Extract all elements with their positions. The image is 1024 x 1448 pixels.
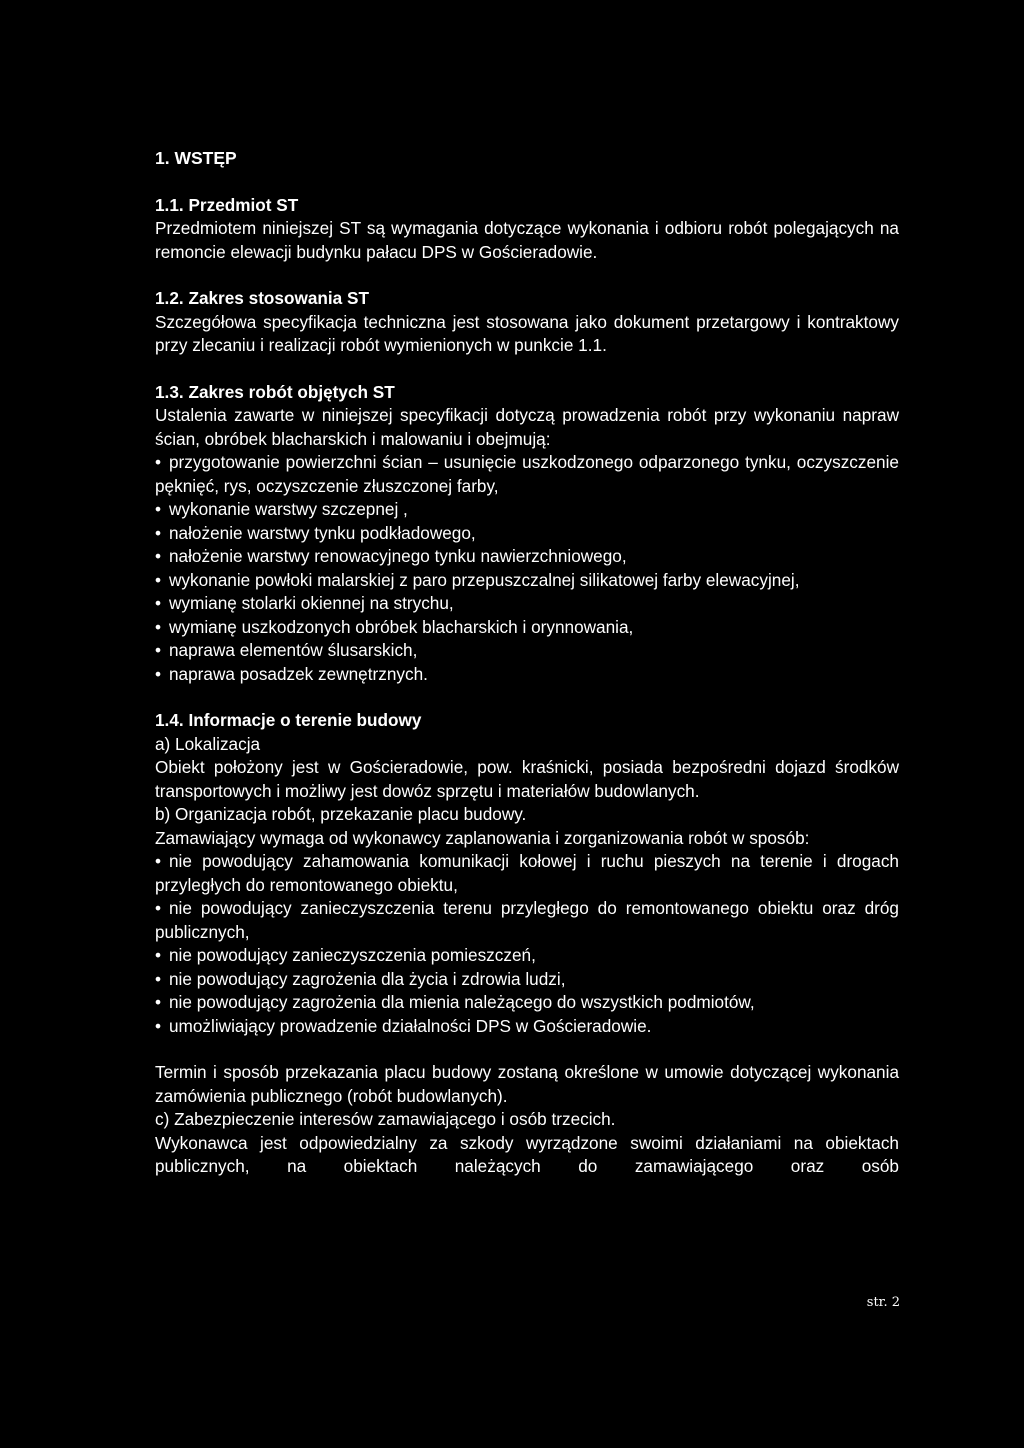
bullet-icon: • [155,898,162,918]
section-title: 1.1. Przedmiot ST [155,194,299,215]
bullet-icon: • [155,569,162,590]
section-title: 1.3. Zakres robót objętych ST [155,381,395,402]
list-item: • przygotowanie powierzchni ścian – usunięcie uszkodzonego odparzonego tynku, oczyszczenie pęknięć, rys, oczyszczenie złuszczonej farby, [155,452,899,496]
bullet-icon: • [155,499,162,519]
section-1-4 [155,709,899,1179]
section-intro: Ustalenia zawarte w niniejszej specyfikacji dotyczą prowadzenia robót przy wykonaniu napraw ścian, obróbek blacharskich i malowaniu i obejmują: [155,405,899,449]
subsection-label-c: c) Zabezpieczenie interesów zamawiającego i osób trzecich. [155,1109,616,1129]
bullet-icon: • [155,663,162,684]
section-1-3 [155,381,899,687]
subsection-text-b: Zamawiający wymaga od wykonawcy zaplanowania i zorganizowania robót w sposób: [155,827,810,848]
list-item: • nie powodujący zanieczyszczenia terenu przyległego do remontowanego obiektu oraz dróg publicznych, [155,898,899,942]
section-text: Przedmiotem niniejszej ST są wymagania dotyczące wykonania i odbioru robót polegających na remoncie elewacji budynku pałacu DPS w Gościeradowie. [155,218,899,262]
bullet-icon: • [155,522,162,543]
section-1-1 [155,194,899,265]
list-item: • nie powodujący zagrożenia dla życia i zdrowia ludzi, [155,968,899,992]
list-item: • umożliwiający prowadzenie działalności DPS w Gościeradowie. [155,1015,899,1039]
handover-text: Termin i sposób przekazania placu budowy zostaną określone w umowie dotyczącej wykonania zamówienia publicznego (robót budowlanych). [155,1062,899,1106]
list-item: • wymianę stolarki okiennej na strychu, [155,592,899,616]
section-text: Szczegółowa specyfikacja techniczna jest stosowana jako dokument przetargowy i kontraktowy przy zlecaniu i realizacji robót wymienionych w punkcie 1.1. [155,311,899,355]
list-item: • naprawa posadzek zewnętrznych. [155,663,899,687]
subsection-label-b: b) Organizacja robót, przekazanie placu budowy. [155,804,527,824]
list-item: • wykonanie warstwy szczepnej , [155,498,899,522]
scope-list [155,451,899,686]
bullet-icon: • [155,640,162,660]
list-item: • nie powodujący zanieczyszczenia pomieszczeń, [155,944,899,968]
list-item: • wykonanie powłoki malarskiej z paro przepuszczalnej silikatowej farby elewacyjnej, [155,569,899,593]
list-item: • nałożenie warstwy renowacyjnego tynku nawierzchniowego, [155,545,899,569]
paragraph-spacer [155,1038,899,1061]
page-number: str. 2 [866,1295,900,1310]
list-item: • naprawa elementów ślusarskich, [155,639,899,663]
requirements-list [155,850,899,1038]
bullet-icon: • [155,452,162,472]
section-title: 1.2. Zakres stosowania ST [155,288,369,308]
document-page [155,147,899,1202]
bullet-icon: • [155,992,162,1012]
subsection-text-a: Obiekt położony jest w Gościeradowie, pow. kraśnicki, posiada bezpośredni dojazd środków transportowych i możliwy jest dowóz sprzętu i materiałów budowlanych. [155,757,899,801]
list-item: • nałożenie warstwy tynku podkładowego, [155,522,899,546]
bullet-icon: • [155,945,162,965]
section-1-2 [155,287,899,358]
bullet-icon: • [155,593,162,613]
list-item: • nie powodujący zahamowania komunikacji kołowej i ruchu pieszych na terenie i drogach przyległych do remontowanego obiektu, [155,851,899,895]
bullet-icon: • [155,546,162,566]
bullet-icon: • [155,968,162,989]
bullet-icon: • [155,616,162,637]
chapter-heading: 1. WSTĘP [155,148,237,168]
list-item: • wymianę uszkodzonych obróbek blacharskich i orynnowania, [155,616,899,640]
bullet-icon: • [155,1015,162,1036]
subsection-text-c: Wykonawca jest odpowiedzialny za szkody wyrządzone swoimi działaniami na obiektach publicznych, na obiektach należących do zamawiającego oraz osób [155,1132,899,1176]
bullet-icon: • [155,851,162,871]
subsection-label-a: a) Lokalizacja [155,733,261,754]
list-item: • nie powodujący zagrożenia dla mienia należącego do wszystkich podmiotów, [155,991,899,1015]
section-title: 1.4. Informacje o terenie budowy [155,710,422,730]
